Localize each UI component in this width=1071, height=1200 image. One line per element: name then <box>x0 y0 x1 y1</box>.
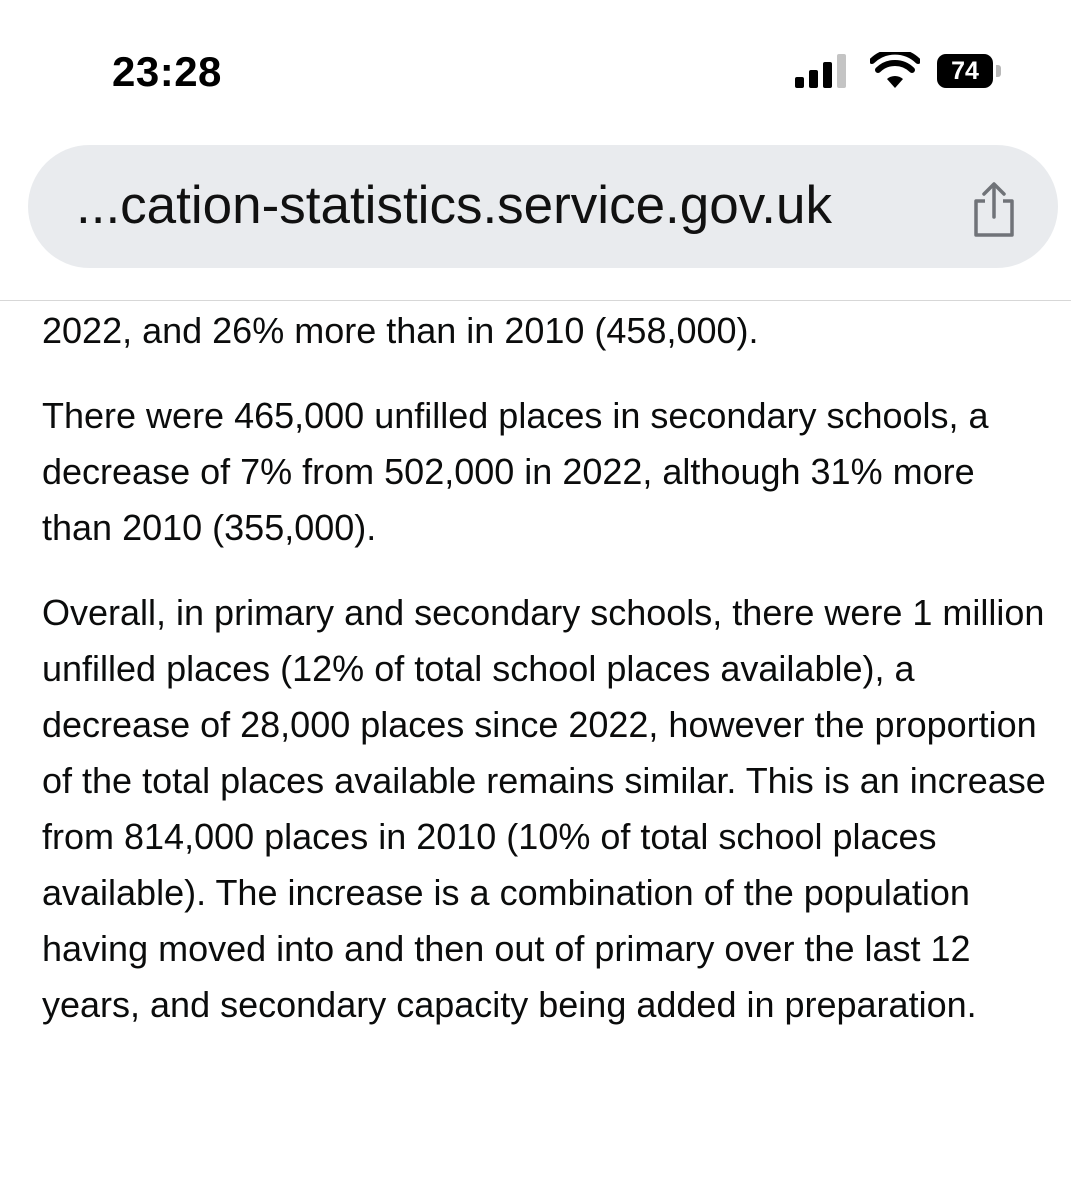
article-body <box>42 303 1052 1062</box>
url-text[interactable]: ...cation-statistics.service.gov.uk <box>76 176 833 235</box>
status-time: 23:28 <box>112 48 222 95</box>
signal-icon <box>795 54 853 88</box>
battery-level: 74 <box>937 54 993 88</box>
status-bar <box>0 0 1071 130</box>
header-divider <box>0 300 1071 301</box>
paragraph: There were 465,000 unfilled places in secondary schools, a decrease of 7% from 502,000 in 2022, although 31% more than 2010 (355,000). <box>42 395 989 548</box>
battery-icon <box>937 54 1003 88</box>
paragraph: 2022, and 26% more than in 2010 (458,000). <box>42 310 759 351</box>
address-bar[interactable] <box>28 145 1058 268</box>
share-icon[interactable] <box>968 181 1020 239</box>
wifi-icon <box>870 52 920 90</box>
paragraph: Overall, in primary and secondary schools, there were 1 million unfilled places (12% of total school places available), a decrease of 28,000 places since 2022, however the proportion of the total places available remains similar. This is an increase from 814,000 places in 2010 (10% of total school places available). The increase is a combination of the population having moved into and then out of primary over the last 12 years, and secondary capacity being added in preparation. <box>42 592 1046 1025</box>
